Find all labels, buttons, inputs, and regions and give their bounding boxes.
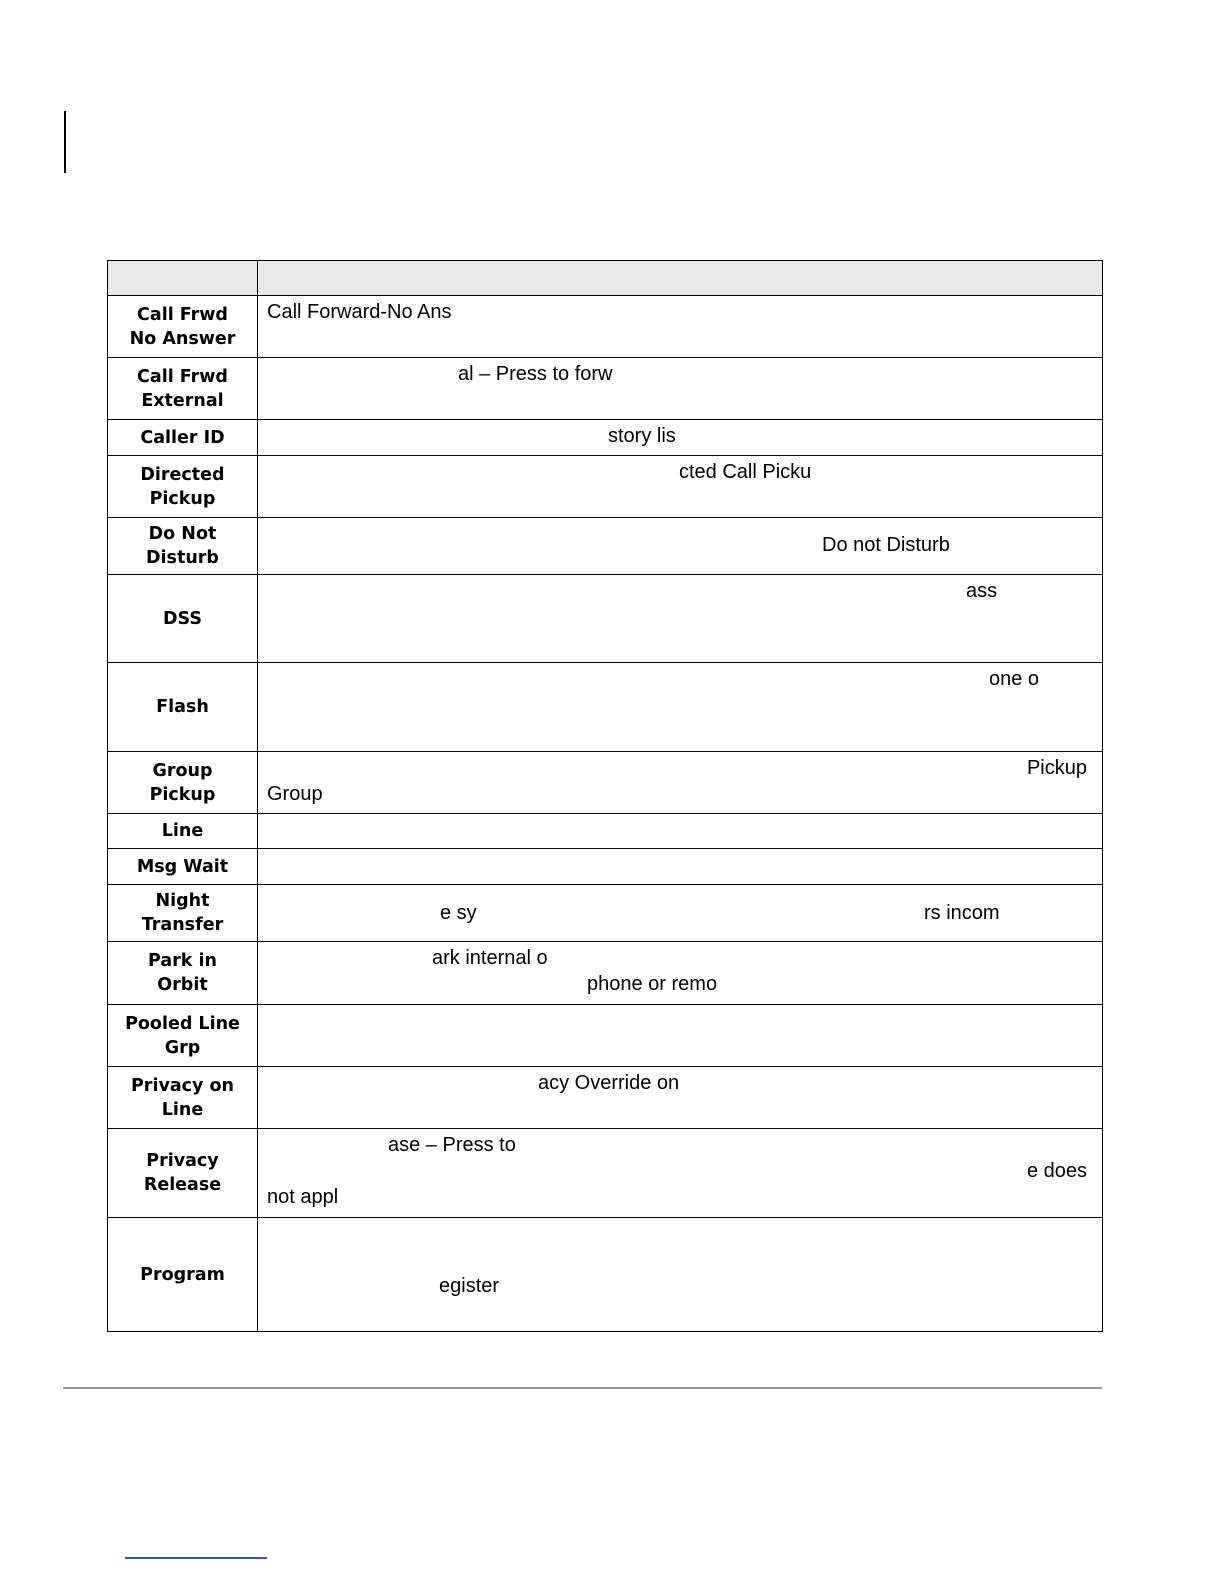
feature-description: al – Press to forw — [258, 358, 1103, 420]
feature-name: Park in Orbit — [108, 942, 258, 1005]
footer-rule — [63, 1387, 1102, 1389]
table-row — [108, 942, 1103, 1005]
feature-name: Flash — [108, 663, 258, 752]
table-row — [108, 296, 1103, 358]
feature-description: ase – Press to e does not appl — [258, 1129, 1103, 1218]
table-row — [108, 663, 1103, 752]
feature-description — [258, 849, 1103, 885]
feature-name: Call Frwd External — [108, 358, 258, 420]
feature-name: Do Not Disturb — [108, 518, 258, 575]
feature-description: acy Override on — [258, 1067, 1103, 1129]
table-row — [108, 575, 1103, 663]
header-cell-feature — [108, 261, 258, 296]
feature-description: cted Call Picku — [258, 456, 1103, 518]
change-bar — [64, 111, 66, 173]
feature-name: Directed Pickup — [108, 456, 258, 518]
table-row — [108, 814, 1103, 849]
feature-description: one o — [258, 663, 1103, 752]
table-row — [108, 849, 1103, 885]
feature-description: egister — [258, 1218, 1103, 1332]
table-row — [108, 885, 1103, 942]
feature-name: Caller ID — [108, 420, 258, 456]
footer-link-underline[interactable] — [125, 1557, 267, 1559]
feature-name: Night Transfer — [108, 885, 258, 942]
feature-name: Line — [108, 814, 258, 849]
table-row — [108, 1129, 1103, 1218]
feature-description: e sy rs incom — [258, 885, 1103, 942]
feature-name: Privacy Release — [108, 1129, 258, 1218]
feature-name: Pooled Line Grp — [108, 1005, 258, 1067]
table-row — [108, 1067, 1103, 1129]
feature-description: ass — [258, 575, 1103, 663]
feature-name: Group Pickup — [108, 752, 258, 814]
table-row — [108, 358, 1103, 420]
table-row — [108, 752, 1103, 814]
table-row — [108, 456, 1103, 518]
feature-description: Call Forward-No Ans — [258, 296, 1103, 358]
feature-description: story lis — [258, 420, 1103, 456]
feature-description: Do not Disturb — [258, 518, 1103, 575]
feature-button-table — [107, 260, 1103, 1332]
feature-description — [258, 814, 1103, 849]
table-row — [108, 1005, 1103, 1067]
table-header-row — [108, 261, 1103, 296]
table-row — [108, 1218, 1103, 1332]
feature-name: Program — [108, 1218, 258, 1332]
feature-name: DSS — [108, 575, 258, 663]
feature-name: Privacy on Line — [108, 1067, 258, 1129]
feature-description — [258, 1005, 1103, 1067]
table-row — [108, 420, 1103, 456]
feature-description: ark internal o phone or remo — [258, 942, 1103, 1005]
feature-description: Pickup Group — [258, 752, 1103, 814]
feature-name: Call Frwd No Answer — [108, 296, 258, 358]
header-cell-description — [258, 261, 1103, 296]
table-row — [108, 518, 1103, 575]
feature-name: Msg Wait — [108, 849, 258, 885]
